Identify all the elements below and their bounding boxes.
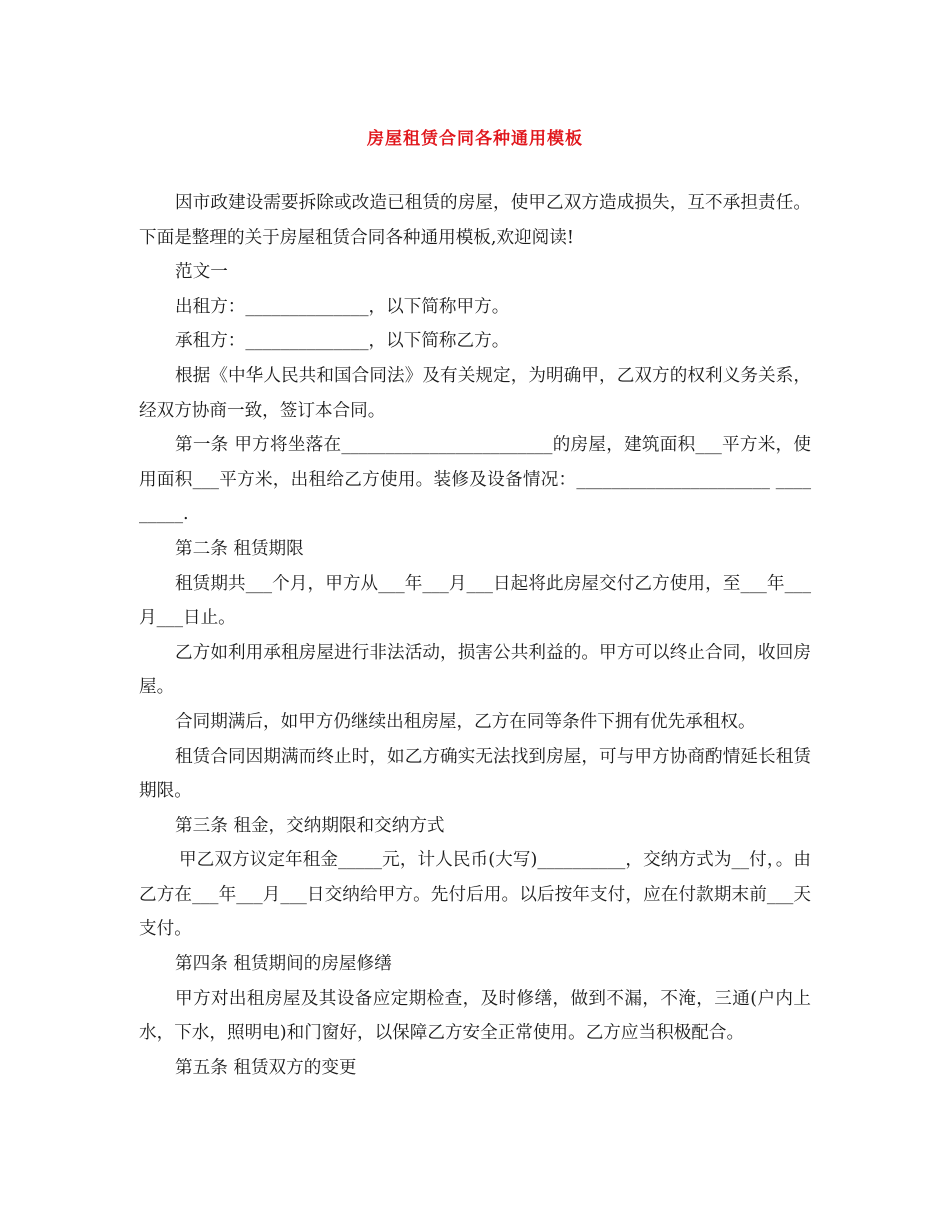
document-body [139,186,811,1085]
repair-paragraph: 甲方对出租房屋及其设备应定期检查，及时修缮，做到不漏，不淹，三通(户内上水，下水，照明电)和门窗好，以保障乙方安全正常使用。乙方应当积极配合。 [139,988,811,1044]
article-2-heading: 第二条 租赁期限 [175,538,304,559]
lessor-line: 出租方：______________，以下简称甲方。 [175,296,510,317]
rent-paragraph: 甲乙双方议定年租金_____元，计人民币(大写)__________，交纳方式为__付，。由乙方在___年___月___日交纳给甲方。先付后用。以后按年支付，应在付款期末前___天支付。 [139,850,811,940]
article-3-heading: 第三条 租金，交纳期限和交纳方式 [175,815,445,836]
lessee-line: 承租方：______________，以下简称乙方。 [175,331,510,352]
basis-paragraph: 根据《中华人民共和国合同法》及有关规定，为明确甲，乙双方的权利义务关系，经双方协商一致，签订本合同。 [139,365,811,421]
extension-paragraph: 租赁合同因期满而终止时，如乙方确实无法找到房屋，可与甲方协商酌情延长租赁期限。 [139,746,811,802]
article-4-heading: 第四条 租赁期间的房屋修缮 [175,954,392,975]
intro-paragraph: 因市政建设需要拆除或改造已租赁的房屋，使甲乙双方造成损失，互不承担责任。下面是整理的关于房屋租赁合同各种通用模板,欢迎阅读! [139,193,811,248]
lease-term-paragraph: 租赁期共___个月，甲方从___年___月___日起将此房屋交付乙方使用，至___年___月___日止。 [139,573,811,629]
renewal-priority-paragraph: 合同期满后，如甲方仍继续出租房屋，乙方在同等条件下拥有优先承租权。 [175,711,756,732]
article-1-paragraph: 第一条 甲方将坐落在________________________的房屋，建筑面积___平方米，使用面积___平方米，出租给乙方使用。装修及设备情况：______________________ _________. [139,435,811,525]
article-5-heading: 第五条 租赁双方的变更 [175,1057,357,1078]
illegal-use-paragraph: 乙方如利用承租房屋进行非法活动，损害公共利益的。甲方可以终止合同，收回房屋。 [139,642,811,698]
document-title: 房屋租赁合同各种通用模板 [367,129,583,149]
sample-heading: 范文一 [175,262,228,283]
